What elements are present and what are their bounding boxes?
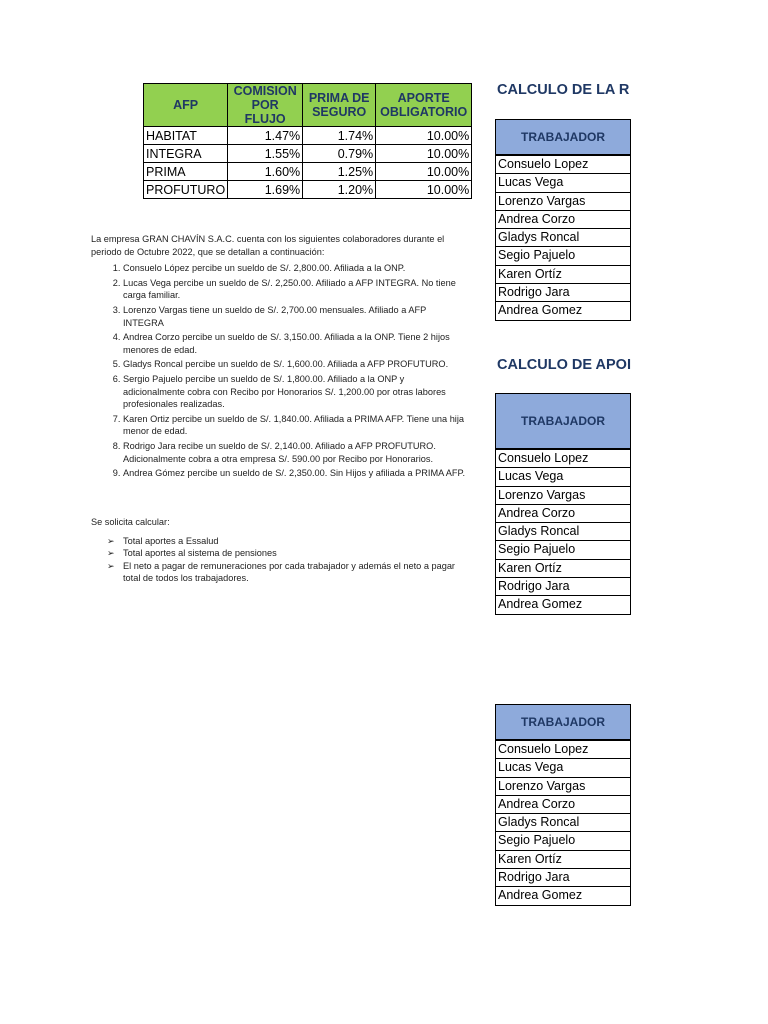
worker-row: Karen Ortíz [496, 265, 630, 283]
section-title-remuneraciones: CALCULO DE LA R [497, 82, 630, 98]
list-item: 2. Lucas Vega percibe un sueldo de S/. 2,250.00. Afiliado a AFP INTEGRA. No tiene carga familiar. [123, 277, 466, 302]
list-item [107, 535, 466, 548]
arrow-bullet-icon: ➢ [107, 548, 115, 559]
aporte-value: 10.00% [376, 127, 472, 145]
prima-value: 1.74% [303, 127, 376, 145]
header-prima: PRIMA DE SEGURO [303, 84, 376, 127]
list-item [107, 560, 466, 585]
list-item: 3. Lorenzo Vargas tiene un sueldo de S/. 2,700.00 mensuales. Afiliado a AFP INTEGRA [123, 304, 466, 329]
list-item: 8. Rodrigo Jara recibe un sueldo de S/. 2,140.00. Afiliado a AFP PROFUTURO. Adicionalmente cobra a otra empresa S/. 590.00 por Recibo por Honorarios. [123, 440, 466, 465]
section-title-aportes: CALCULO DE APOI [497, 357, 631, 373]
request-text: Total aportes al sistema de pensiones [123, 548, 277, 559]
worker-row: Lorenzo Vargas [496, 777, 630, 795]
worker-row: Karen Ortíz [496, 559, 630, 577]
worker-table-2 [495, 393, 631, 615]
list-item [107, 547, 466, 560]
afp-name: PROFUTURO [144, 181, 228, 199]
arrow-bullet-icon: ➢ [107, 560, 115, 571]
worker-header: TRABAJADOR [496, 120, 630, 155]
header-aporte: APORTE OBLIGATORIO [376, 84, 472, 127]
request-title: Se solicita calcular: [91, 517, 170, 527]
worker-row: Rodrigo Jara [496, 283, 630, 301]
table-row [144, 127, 472, 145]
worker-row: Andrea Corzo [496, 504, 630, 522]
worker-header: TRABAJADOR [496, 394, 630, 449]
worker-row: Lucas Vega [496, 467, 630, 485]
aporte-value: 10.00% [376, 145, 472, 163]
request-list [91, 535, 466, 585]
afp-rates-table [143, 83, 472, 199]
list-item: 9. Andrea Gómez percibe un sueldo de S/. 2,350.00. Sin Hijos y afiliada a PRIMA AFP. [123, 467, 466, 480]
afp-name: PRIMA [144, 163, 228, 181]
worker-row: Andrea Corzo [496, 795, 630, 813]
request-text: Total aportes a Essalud [123, 535, 219, 546]
worker-row: Lucas Vega [496, 758, 630, 776]
list-item: 1. Consuelo López percibe un sueldo de S/. 2,800.00. Afiliada a la ONP. [123, 262, 466, 275]
worker-row: Andrea Gomez [496, 301, 630, 319]
worker-row: Lorenzo Vargas [496, 192, 630, 210]
list-item: 6. Sergio Pajuelo percibe un sueldo de S/. 1,800.00. Afiliado a la ONP y adicionalmente cobra con Recibo por Honorarios S/. 1,200.00 por otras labores profesionales realizadas. [123, 373, 466, 411]
header-afp: AFP [144, 84, 228, 127]
exercise-text [91, 233, 466, 482]
worker-row: Gladys Roncal [496, 522, 630, 540]
list-item: 5. Gladys Roncal percibe un sueldo de S/. 1,600.00. Afiliada a AFP PROFUTURO. [123, 358, 466, 371]
worker-row: Consuelo Lopez [496, 740, 630, 758]
worker-row: Gladys Roncal [496, 813, 630, 831]
header-comision: COMISION POR FLUJO [228, 84, 303, 127]
worker-row: Karen Ortíz [496, 850, 630, 868]
worker-row: Consuelo Lopez [496, 449, 630, 467]
worker-description-list [91, 262, 466, 480]
worker-row: Consuelo Lopez [496, 155, 630, 173]
worker-row: Andrea Gomez [496, 886, 630, 904]
worker-row: Lucas Vega [496, 173, 630, 191]
worker-row: Gladys Roncal [496, 228, 630, 246]
worker-row: Lorenzo Vargas [496, 486, 630, 504]
worker-table-3 [495, 704, 631, 906]
comision-value: 1.55% [228, 145, 303, 163]
request-section [91, 516, 466, 585]
intro-paragraph: La empresa GRAN CHAVÍN S.A.C. cuenta con los siguientes colaboradores durante el periodo de Octubre 2022, que se detallan a continuación: [91, 234, 445, 257]
table-row [144, 181, 472, 199]
prima-value: 0.79% [303, 145, 376, 163]
comision-value: 1.69% [228, 181, 303, 199]
table-row [144, 163, 472, 181]
comision-value: 1.60% [228, 163, 303, 181]
prima-value: 1.20% [303, 181, 376, 199]
worker-row: Segio Pajuelo [496, 246, 630, 264]
worker-row: Segio Pajuelo [496, 831, 630, 849]
worker-row: Rodrigo Jara [496, 868, 630, 886]
aporte-value: 10.00% [376, 163, 472, 181]
list-item: 4. Andrea Corzo percibe un sueldo de S/. 3,150.00. Afiliada a la ONP. Tiene 2 hijos menores de edad. [123, 331, 466, 356]
afp-name: INTEGRA [144, 145, 228, 163]
worker-row: Segio Pajuelo [496, 540, 630, 558]
request-text: El neto a pagar de remuneraciones por cada trabajador y además el neto a pagar total de todos los trabajadores. [123, 560, 455, 584]
comision-value: 1.47% [228, 127, 303, 145]
prima-value: 1.25% [303, 163, 376, 181]
arrow-bullet-icon: ➢ [107, 535, 115, 546]
worker-row: Rodrigo Jara [496, 577, 630, 595]
aporte-value: 10.00% [376, 181, 472, 199]
list-item: 7. Karen Ortiz percibe un sueldo de S/. 1,840.00. Afiliada a PRIMA AFP. Tiene una hija menor de edad. [123, 413, 466, 438]
afp-name: HABITAT [144, 127, 228, 145]
table-row [144, 145, 472, 163]
worker-row: Andrea Corzo [496, 210, 630, 228]
worker-table-1 [495, 119, 631, 321]
worker-header: TRABAJADOR [496, 705, 630, 740]
worker-row: Andrea Gomez [496, 595, 630, 613]
